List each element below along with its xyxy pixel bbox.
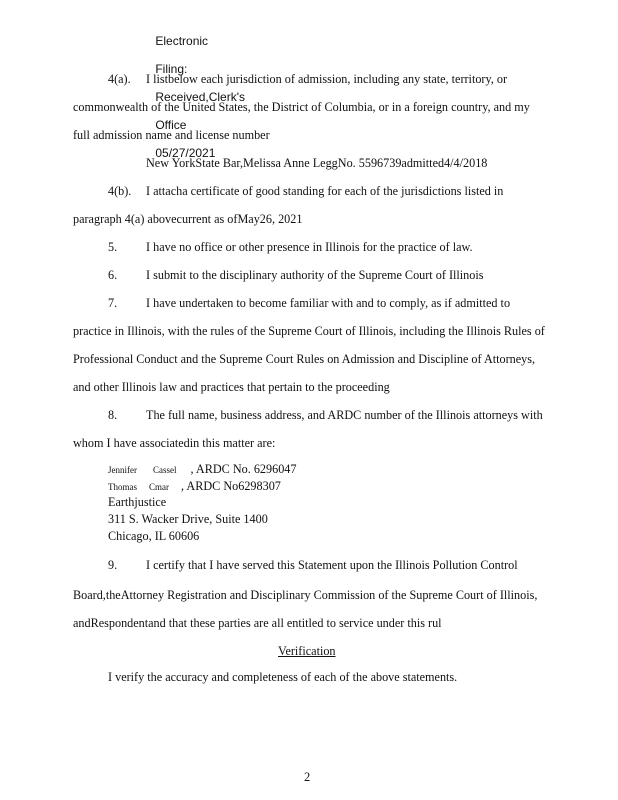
para-4a-line1 <box>108 72 507 87</box>
para-9-line1 <box>108 558 518 573</box>
para-7-line1 <box>108 296 510 311</box>
para-9-line3: andRespondentand that these parties are all entitled to service under this rul <box>73 616 442 630</box>
attorney-1 <box>108 462 296 477</box>
firm-name: Earthjustice <box>108 495 167 509</box>
para-6 <box>108 268 483 283</box>
para-4b-line2: paragraph 4(a) abovecurrent as ofMay26, 2021 <box>73 212 303 226</box>
para-text: I listbelow each jurisdiction of admission, including any state, territory, or <box>146 72 508 86</box>
para-8-line1 <box>108 408 543 423</box>
para-7-line2: practice in Illinois, with the rules of the Supreme Court of Illinois, including the Illinois Rules of <box>73 324 545 338</box>
para-5 <box>108 240 473 255</box>
para-9-line2: Board,theAttorney Registration and Disciplinary Commission of the Supreme Court of Illinois, <box>73 588 538 602</box>
verification-title: Verification <box>278 644 336 658</box>
attorney-1-last: Cassel <box>153 465 177 475</box>
para-4b-line1 <box>108 184 503 199</box>
verification-text: I verify the accuracy and completeness of each of the above statements. <box>108 670 458 684</box>
para-text: I have undertaken to become familiar with and to comply, as if admitted to <box>146 296 511 310</box>
attorney-1-ardc: , ARDC No. 6296047 <box>190 462 297 476</box>
para-7-line4: and other Illinois law and practices that pertain to the proceeding <box>73 380 390 394</box>
para-8-line2: whom I have associatedin this matter are: <box>73 436 276 450</box>
para-number: 6. <box>108 268 118 282</box>
para-number: 8. <box>108 408 118 422</box>
firm-street: 311 S. Wacker Drive, Suite 1400 <box>108 512 268 526</box>
para-4a-line3: full admission name and license number <box>73 128 270 142</box>
para-number: 4(a). <box>108 72 131 86</box>
attorney-2-first: Thomas <box>108 482 137 492</box>
para-4a-line2: commonwealth of the United States, the District of Columbia, or in a foreign country, and my <box>73 100 530 114</box>
para-number: 9. <box>108 558 118 572</box>
para-number: 5. <box>108 240 118 254</box>
para-text: I attacha certificate of good standing for each of the jurisdictions listed in <box>146 184 504 198</box>
para-text: I submit to the disciplinary authority of the Supreme Court of Illinois <box>146 268 484 282</box>
header-received: Received,Clerk's <box>155 90 245 104</box>
attorney-2 <box>108 479 281 494</box>
header-date: 05/27/2021 <box>155 146 216 160</box>
admission-entry: New YorkState Bar,Melissa Anne LeggNo. 5596739admitted4/4/2018 <box>146 156 488 170</box>
header-electronic: Electronic <box>155 34 209 48</box>
attorney-2-ardc: , ARDC No6298307 <box>181 479 281 493</box>
para-text: I have no office or other presence in Illinois for the practice of law. <box>146 240 473 254</box>
para-number: 4(b). <box>108 184 132 198</box>
header-office: Office <box>155 118 187 132</box>
firm-city: Chicago, IL 60606 <box>108 529 200 543</box>
para-number: 7. <box>108 296 118 310</box>
filing-header <box>142 20 245 174</box>
attorney-2-last: Cmar <box>149 482 169 492</box>
para-7-line3: Professional Conduct and the Supreme Court Rules on Admission and Discipline of Attorneys, <box>73 352 536 366</box>
attorney-1-first: Jennifer <box>108 465 137 475</box>
header-filing: Filing: <box>155 62 188 76</box>
page-number: 2 <box>304 770 311 784</box>
para-text: I certify that I have served this Statement upon the Illinois Pollution Control <box>146 558 518 572</box>
para-text: The full name, business address, and ARDC number of the Illinois attorneys with <box>146 408 543 422</box>
